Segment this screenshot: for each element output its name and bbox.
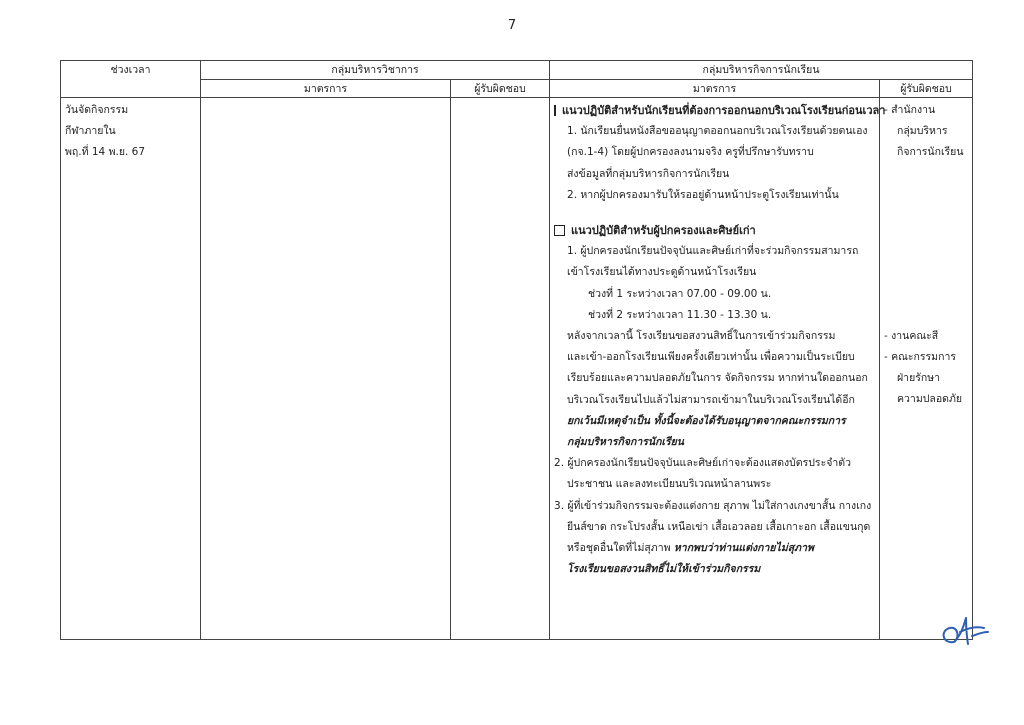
academic-group-header: กลุ่มบริหารวิชาการ <box>201 61 550 80</box>
student-responsible-header: ผู้รับผิดชอบ <box>880 80 973 98</box>
time-cell <box>61 98 201 640</box>
checkbox-icon <box>554 225 565 236</box>
text-line: ประชาชน และลงทะเบียนบริเวณหน้าลานพระ <box>567 478 772 491</box>
text-line: 1. นักเรียนยื่นหนังสือขออนุญาตออกนอกบริเวณโรงเรียนด้วยตนเอง <box>567 125 868 138</box>
emphasis-span: หากพบว่าท่านแต่งกายไม่สุภาพ <box>673 542 814 555</box>
time-line: วันจัดกิจกรรม <box>65 104 129 116</box>
text-line: และเข้า-ออกโรงเรียนเพียงครั้งเดียวเท่านั้น เพื่อความเป็นระเบียบ <box>567 351 855 364</box>
text-line: 1. ผู้ปกครองนักเรียนปัจจุบันและศิษย์เก่าที่จะร่วมกิจกรรมสามารถ <box>567 245 859 258</box>
responsible-line: - คณะกรรมการ <box>884 350 956 363</box>
schedule-table <box>60 60 973 640</box>
text-line: (กจ.1-4) โดยผู้ปกครองลงนามจริง ครูที่ปรึกษารับทราบ <box>567 146 814 159</box>
text-line: บริเวณโรงเรียนไปแล้วไม่สามารถเข้ามาในบริเวณโรงเรียนได้อีก <box>567 393 855 406</box>
text-line: ยีนส์ขาด กระโปรงสั้น เหนือเข่า เสื้อเอวลอย เสื้อเกาะอก เสื้อแขนกุด <box>567 520 871 533</box>
responsible-line: กลุ่มบริหาร <box>897 125 948 138</box>
time-header: ช่วงเวลา <box>61 61 201 98</box>
student-responsible-cell <box>880 98 973 640</box>
section-title: แนวปฏิบัติสำหรับผู้ปกครองและศิษย์เก่า <box>571 224 756 238</box>
academic-responsible-header: ผู้รับผิดชอบ <box>451 80 550 98</box>
text-line: 2. ผู้ปกครองนักเรียนปัจจุบันและศิษย์เก่าจะต้องแสดงบัตรประจำตัว <box>554 457 851 470</box>
text-line: 2. หากผู้ปกครองมารับให้รออยู่ด้านหน้าประตูโรงเรียนเท่านั้น <box>567 188 839 201</box>
student-affairs-header: กลุ่มบริหารกิจการนักเรียน <box>550 61 973 80</box>
checkbox-icon <box>554 105 556 116</box>
emphasis-line: กลุ่มบริหารกิจการนักเรียน <box>567 436 684 449</box>
time-line: กีฬาภายใน <box>65 125 116 138</box>
time-line: พฤ.ที่ 14 พ.ย. 67 <box>65 146 146 159</box>
signature-mark <box>936 612 992 652</box>
period-line: ช่วงที่ 2 ระหว่างเวลา 11.30 - 13.30 น. <box>588 308 772 321</box>
student-measures-header: มาตรการ <box>550 80 880 98</box>
text-line <box>554 538 875 559</box>
section-title: แนวปฏิบัติสำหรับนักเรียนที่ต้องการออกนอกบริเวณโรงเรียนก่อนเวลา <box>562 104 886 117</box>
academic-responsible-cell <box>451 98 550 640</box>
responsible-line: - งานคณะสี <box>884 329 939 342</box>
student-measures-cell <box>550 98 886 640</box>
emphasis-line: ยกเว้นมีเหตุจำเป็น ทั้งนี้จะต้องได้รับอนุญาตจากคณะกรรมการ <box>567 414 846 427</box>
text-span: หรือชุดอื่นใดที่ไม่สุภาพ <box>567 542 674 555</box>
academic-measures-cell <box>201 98 451 640</box>
responsible-line: - สำนักงาน <box>884 104 936 116</box>
responsible-line: ฝ่ายรักษา <box>897 372 941 385</box>
academic-measures-header: มาตรการ <box>201 80 451 98</box>
text-line: เรียบร้อยและความปลอดภัยในการ จัดกิจกรรม หากท่านใดออกนอก <box>567 372 868 385</box>
page-number: 7 <box>507 18 517 33</box>
section-heading <box>554 220 875 241</box>
text-line: 3. ผู้ที่เข้าร่วมกิจกรรมจะต้องแต่งกาย สุภาพ ไม่ใส่กางเกงขาสั้น กางเกง <box>554 499 872 512</box>
text-line: หลังจากเวลานี้ โรงเรียนขอสงวนสิทธิ์ในการเข้าร่วมกิจกรรม <box>567 330 836 343</box>
text-line: เข้าโรงเรียนได้ทางประตูด้านหน้าโรงเรียน <box>567 266 757 279</box>
emphasis-line: โรงเรียนขอสงวนสิทธิ์ไม่ให้เข้าร่วมกิจกรรม <box>567 563 761 576</box>
responsible-line: ความปลอดภัย <box>897 393 963 406</box>
text-line: ส่งข้อมูลที่กลุ่มบริหารกิจการนักเรียน <box>567 167 730 180</box>
responsible-line: กิจการนักเรียน <box>897 146 964 159</box>
period-line: ช่วงที่ 1 ระหว่างเวลา 07.00 - 09.00 น. <box>588 287 772 300</box>
section-heading <box>554 100 886 121</box>
